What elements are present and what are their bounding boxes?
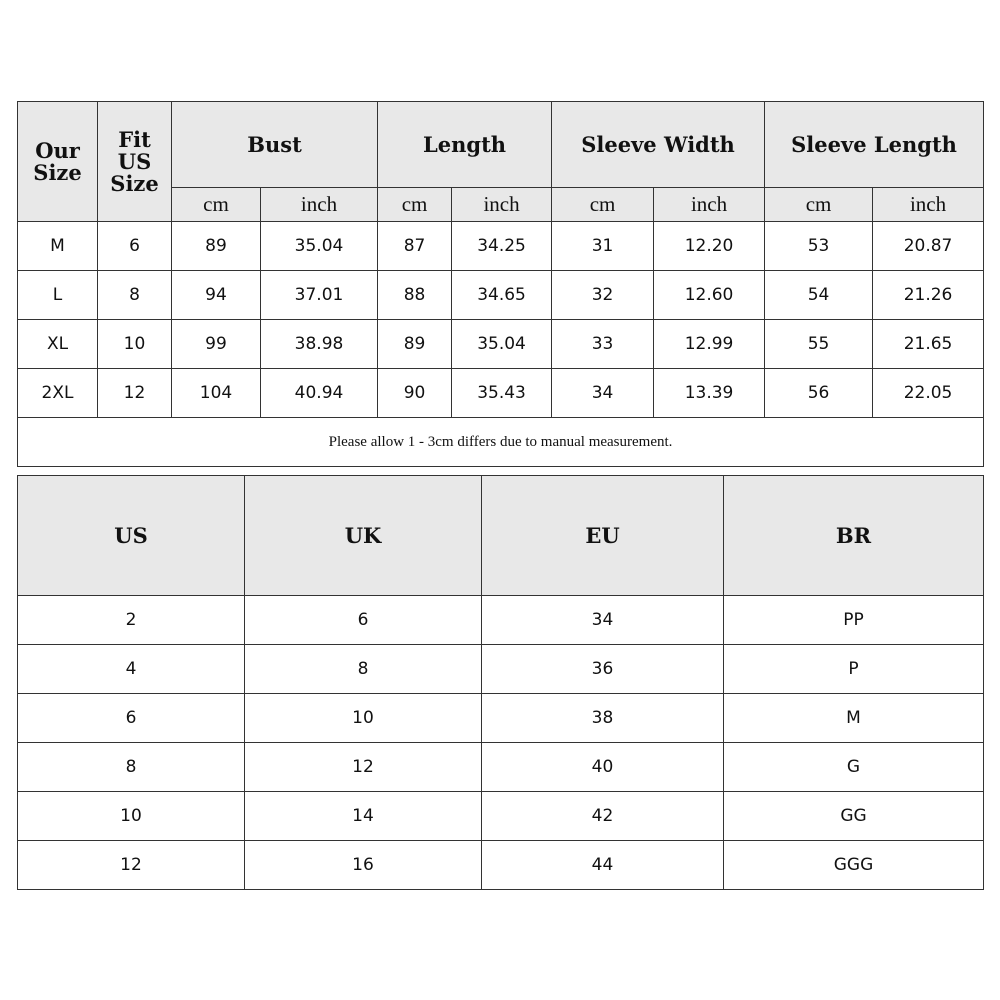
sleeve-width-inch-cell: 12.20 (654, 222, 765, 271)
our-size-cell: M (18, 222, 98, 271)
br-size-cell: GG (724, 792, 984, 841)
sleeve-length-cm-cell: 54 (765, 271, 873, 320)
length-inch-cell: 35.43 (452, 369, 552, 418)
sleeve-length-inch-header: inch (873, 188, 984, 222)
sleeve-length-inch-cell: 21.26 (873, 271, 984, 320)
bust-cm-cell: 89 (172, 222, 261, 271)
eu-size-cell: 42 (482, 792, 724, 841)
br-size-cell: PP (724, 596, 984, 645)
our-size-cell: L (18, 271, 98, 320)
bust-cm-cell: 99 (172, 320, 261, 369)
length-inch-cell: 34.65 (452, 271, 552, 320)
sleeve-width-header: Sleeve Width (552, 102, 765, 188)
note-row (18, 418, 984, 467)
sleeve-width-cm-header: cm (552, 188, 654, 222)
sleeve-width-inch-cell: 12.60 (654, 271, 765, 320)
bust-cm-header: cm (172, 188, 261, 222)
our-size-cell: 2XL (18, 369, 98, 418)
fit-us-size-cell: 12 (98, 369, 172, 418)
bust-header: Bust (172, 102, 378, 188)
uk-size-cell: 16 (245, 841, 482, 890)
length-cm-cell: 87 (378, 222, 452, 271)
table-row (18, 743, 984, 792)
fit-us-size-cell: 10 (98, 320, 172, 369)
br-size-cell: P (724, 645, 984, 694)
table-row (18, 694, 984, 743)
bust-inch-cell: 35.04 (261, 222, 378, 271)
eu-size-cell: 34 (482, 596, 724, 645)
sleeve-width-cm-cell: 33 (552, 320, 654, 369)
uk-size-cell: 14 (245, 792, 482, 841)
size-conversion-table (17, 475, 984, 890)
table-row (18, 841, 984, 890)
eu-size-cell: 44 (482, 841, 724, 890)
br-size-cell: GGG (724, 841, 984, 890)
measurement-note: Please allow 1 - 3cm differs due to manual measurement. (18, 418, 984, 467)
us-header: US (18, 476, 245, 596)
fit-us-size-header (98, 102, 172, 222)
br-size-cell: G (724, 743, 984, 792)
table-row (18, 792, 984, 841)
size-chart-table (17, 101, 984, 467)
eu-header: EU (482, 476, 724, 596)
our-size-header-line1: Our (35, 137, 80, 163)
length-cm-cell: 90 (378, 369, 452, 418)
eu-size-cell: 36 (482, 645, 724, 694)
fit-us-header-line2: Size (110, 170, 159, 196)
sleeve-length-inch-cell: 21.65 (873, 320, 984, 369)
sleeve-width-inch-header: inch (654, 188, 765, 222)
sleeve-width-cm-cell: 34 (552, 369, 654, 418)
our-size-header-line2: Size (33, 159, 82, 185)
length-inch-header: inch (452, 188, 552, 222)
sleeve-length-cm-cell: 56 (765, 369, 873, 418)
bust-inch-cell: 40.94 (261, 369, 378, 418)
table-row (18, 645, 984, 694)
our-size-cell: XL (18, 320, 98, 369)
size-chart-header-row (18, 102, 984, 188)
sleeve-length-header: Sleeve Length (765, 102, 984, 188)
length-cm-header: cm (378, 188, 452, 222)
us-size-cell: 2 (18, 596, 245, 645)
length-cm-cell: 89 (378, 320, 452, 369)
fit-us-size-cell: 8 (98, 271, 172, 320)
table-row (18, 596, 984, 645)
length-inch-cell: 35.04 (452, 320, 552, 369)
our-size-header (18, 102, 98, 222)
br-header: BR (724, 476, 984, 596)
fit-us-header-line1: Fit US (117, 126, 152, 174)
sleeve-width-cm-cell: 31 (552, 222, 654, 271)
uk-header: UK (245, 476, 482, 596)
eu-size-cell: 40 (482, 743, 724, 792)
sleeve-length-cm-cell: 53 (765, 222, 873, 271)
us-size-cell: 12 (18, 841, 245, 890)
table-row (18, 320, 984, 369)
sleeve-width-cm-cell: 32 (552, 271, 654, 320)
bust-cm-cell: 94 (172, 271, 261, 320)
length-cm-cell: 88 (378, 271, 452, 320)
table-row (18, 369, 984, 418)
eu-size-cell: 38 (482, 694, 724, 743)
uk-size-cell: 10 (245, 694, 482, 743)
fit-us-size-cell: 6 (98, 222, 172, 271)
bust-inch-cell: 37.01 (261, 271, 378, 320)
sleeve-length-cm-header: cm (765, 188, 873, 222)
length-header: Length (378, 102, 552, 188)
uk-size-cell: 12 (245, 743, 482, 792)
uk-size-cell: 8 (245, 645, 482, 694)
table-row (18, 222, 984, 271)
sleeve-length-cm-cell: 55 (765, 320, 873, 369)
br-size-cell: M (724, 694, 984, 743)
sleeve-width-inch-cell: 13.39 (654, 369, 765, 418)
length-inch-cell: 34.25 (452, 222, 552, 271)
us-size-cell: 4 (18, 645, 245, 694)
us-size-cell: 10 (18, 792, 245, 841)
sleeve-width-inch-cell: 12.99 (654, 320, 765, 369)
bust-inch-header: inch (261, 188, 378, 222)
uk-size-cell: 6 (245, 596, 482, 645)
us-size-cell: 8 (18, 743, 245, 792)
bust-cm-cell: 104 (172, 369, 261, 418)
sleeve-length-inch-cell: 22.05 (873, 369, 984, 418)
sleeve-length-inch-cell: 20.87 (873, 222, 984, 271)
table-row (18, 271, 984, 320)
conversion-header-row (18, 476, 984, 596)
bust-inch-cell: 38.98 (261, 320, 378, 369)
us-size-cell: 6 (18, 694, 245, 743)
